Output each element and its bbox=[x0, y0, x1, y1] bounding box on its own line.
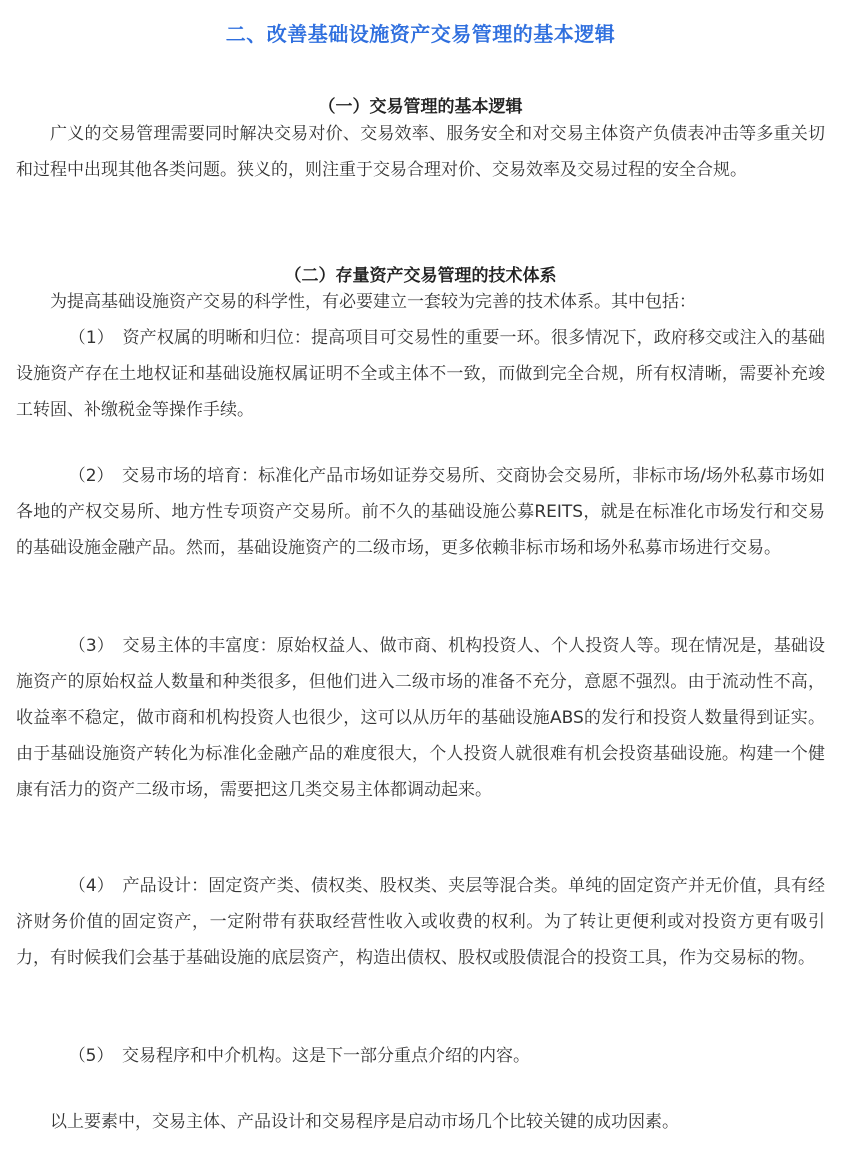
article-title: 二、改善基础设施资产交易管理的基本逻辑 bbox=[225, 22, 616, 46]
list-item-3: （3） 交易主体的丰富度：原始权益人、做市商、机构投资人、个人投资人等。现在情况是，基础设施资产的原始权益人数量和种类很多，但他们进入二级市场的准备不充分，意愿不强烈。由于流动性不高，收益率不稳定，做市商和机构投资人也很少，这可以从历年的基础设施ABS的发行和投资人数量得到证实。由于基础设施资产转化为标准化金融产品的难度很大，个人投资人就很难有机会投资基础设施。构建一个健康有活力的资产二级市场，需要把这几类交易主体都调动起来。 bbox=[16, 636, 825, 800]
section-1-paragraph: 广义的交易管理需要同时解决交易对价、交易效率、服务安全和对交易主体资产负债表冲击等多重关切和过程中出现其他各类问题。狭义的，则注重于交易合理对价、交易效率及交易过程的安全合规。 bbox=[16, 124, 825, 180]
section-2-heading: （二）存量资产交易管理的技术体系 bbox=[284, 266, 557, 286]
section-2-conclusion: 以上要素中，交易主体、产品设计和交易程序是启动市场几个比较关键的成功因素。 bbox=[50, 1112, 679, 1132]
list-item-2: （2） 交易市场的培育：标准化产品市场如证券交易所、交商协会交易所，非标市场/场外私募市场如各地的产权交易所、地方性专项资产交易所。前不久的基础设施公募REITS，就是在标准化市场发行和交易的基础设施金融产品。然而，基础设施资产的二级市场，更多依赖非标市场和场外私募市场进行交易。 bbox=[16, 466, 825, 558]
list-item-4: （4） 产品设计：固定资产类、债权类、股权类、夹层等混合类。单纯的固定资产并无价值，具有经济财务价值的固定资产，一定附带有获取经营性收入或收费的权利。为了转让更便利或对投资方更有吸引力，有时候我们会基于基础设施的底层资产，构造出债权、股权或股债混合的投资工具，作为交易标的物。 bbox=[16, 876, 825, 968]
list-item-1: （1） 资产权属的明晰和归位：提高项目可交易性的重要一环。很多情况下，政府移交或注入的基础设施资产存在土地权证和基础设施权属证明不全或主体不一致，而做到完全合规，所有权清晰，需要补充竣工转固、补缴税金等操作手续。 bbox=[16, 328, 825, 420]
list-item-5: （5） 交易程序和中介机构。这是下一部分重点介绍的内容。 bbox=[68, 1046, 531, 1066]
section-1-heading: （一）交易管理的基本逻辑 bbox=[318, 97, 523, 117]
section-2-intro: 为提高基础设施资产交易的科学性，有必要建立一套较为完善的技术体系。其中包括： bbox=[50, 292, 696, 312]
